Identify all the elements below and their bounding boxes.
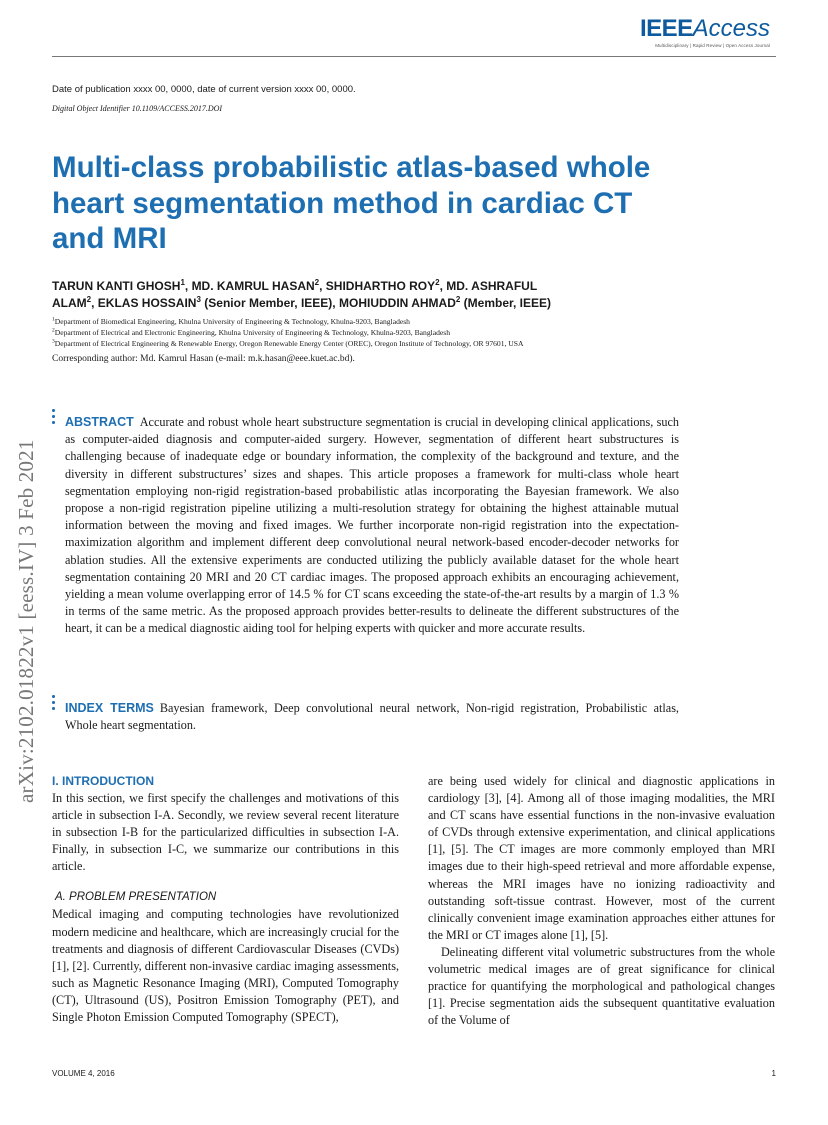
author-separator: (Member, IEEE) (460, 295, 552, 310)
footer-volume: VOLUME 4, 2016 (52, 1069, 115, 1078)
author-line-1 (52, 278, 702, 295)
affiliation-number: 3 (52, 338, 55, 345)
author-name: MOHIUDDIN AHMAD (338, 295, 456, 310)
author-affiliation-marker: 2 (435, 278, 440, 287)
affiliation-line (52, 338, 752, 349)
author-name: EKLAS HOSSAIN (97, 295, 197, 310)
problem-paragraph-2: are being used widely for clinical and diagnostic applications in cardiology [3], [4]. Among all of those imaging modalities, the MRI and CT scans have essential functions in the non-invasive evaluation of CVDs through extensive experimentation, and clinical applications [1], [5]. The CT images are more commonly employed than MRI images due to their high-speed retrieval and more affordable expense, whereas the MRI images have no ionizing radioactivity and outstanding soft-tissue contrast. However, most of the current clinically convenient image examination approaches either attunes for the MRI or CT images alone [1], [5]. (428, 774, 775, 942)
author-separator: , (319, 279, 326, 293)
index-terms-label: INDEX TERMS (65, 701, 154, 715)
index-terms-text: Bayesian framework, Deep convolutional neural network, Non-rigid registration, Probabilistic atlas, Whole heart segmentation. (65, 701, 679, 733)
author-list (52, 278, 702, 311)
journal-logo (640, 16, 770, 48)
intro-paragraph: In this section, we first specify the challenges and motivations of this article in subsection I-A. Secondly, we review several recent literature in subsection I-B for the particularized difficulties in subsection I-A. Finally, in subsection I-C, we summarize our contributions in this article. (52, 791, 399, 874)
right-column (428, 773, 775, 1029)
problem-paragraph-1: Medical imaging and computing technologies have revolutionized modern medicine and healthcare, which are increasingly crucial for the treatments and diagnosis of different Cardiovascular Diseases (CVDs) [1], [2]. Currently, different non-invasive cardiac imaging assessments, such as Magnetic Resonance Imaging (MRI), Computed Tomography (CT), Ultrasound (US), Positron Emission Tomography (PET), and Single Photon Emission Computed Tomography (SPECT), (52, 907, 399, 1025)
affiliation-line (52, 327, 752, 338)
author-name: TARUN KANTI GHOSH (52, 279, 181, 293)
author-separator: , (439, 279, 447, 293)
author-name: MD. ASHRAFUL (446, 279, 538, 293)
author-affiliation-marker: 1 (180, 278, 185, 287)
author-affiliation-marker: 2 (455, 294, 461, 304)
page-number: 1 (771, 1069, 776, 1078)
author-affiliation-marker: 2 (314, 278, 320, 287)
header-rule (52, 56, 776, 57)
affiliation-text: Department of Electrical Engineering & Renewable Energy, Oregon Renewable Energy Center (OREC), Oregon Institute of Technology, OR 97601, USA (54, 339, 524, 348)
author-name: SHIDHARTHO ROY (325, 279, 436, 293)
author-separator: (Senior Member, IEEE), (200, 295, 339, 310)
abstract-dots (52, 409, 56, 428)
journal-logo-wordmark: IEEEAccess (639, 15, 770, 42)
author-name: ALAM (52, 295, 87, 310)
affiliations (52, 316, 752, 349)
arxiv-stamp: arXiv:2102.01822v1 [eess.IV] 3 Feb 2021 (14, 439, 38, 803)
corresponding-author: Corresponding author: Md. Kamrul Hasan (e-mail: m.k.hasan@eee.kuet.ac.bd). (52, 354, 355, 364)
paper-title: Multi-class probabilistic atlas-based whole heart segmentation method in cardiac CT and MRI (52, 151, 651, 255)
abstract-text: Accurate and robust whole heart substructure segmentation is crucial in developing clinical applications, such as computer-aided diagnosis and computer-aided surgery. However, segmentation of different heart substructures is challenging because of inadequate edge or boundary information, the complexity of the background and texture, and the diversity in different substructures’ sizes and shapes. This article proposes a framework for multi-class whole heart segmentation employing non-rigid registration-based probabilistic atlas incorporating the Bayesian framework. We also propose a non-rigid registration pipeline utilizing a multi-resolution strategy for obtaining the highest attainable mutual information between the moving and fixed images. We further incorporate non-rigid registration into the expectation-maximization algorithm and implement different deep convolutional neural network-based encoder-decoder networks for ablation studies. All the extensive experiments are conducted utilizing the publicly available dataset for the whole heart segmentation containing 20 MRI and 20 CT cardiac images. The proposed approach exhibits an encouraging achievement, yielding a mean volume overlapping error of 14.5 % for CT scans exceeding the state-of-the-art results by a margin of 1.3 % in terms of the same metric. As the proposed approach provides better-results to delineate the different substructures of the heart, it can be a medical diagnostic aiding tool for helping experts with quicker and more accurate results. (65, 415, 679, 636)
author-affiliation-marker: 2 (86, 294, 92, 304)
left-column (52, 773, 399, 1026)
author-line-2 (52, 295, 702, 312)
journal-tagline: Multidisciplinary | Rapid Review | Open Access Journal (655, 43, 770, 48)
affiliation-number: 1 (52, 316, 55, 323)
author-separator: , (184, 279, 192, 293)
affiliation-number: 2 (52, 327, 55, 334)
abstract-label: ABSTRACT (65, 415, 134, 429)
index-terms (65, 700, 679, 734)
publication-date: Date of publication xxxx 00, 0000, date of current version xxxx 00, 0000. (52, 84, 356, 95)
problem-paragraph-3: Delineating different vital volumetric substructures from the whole volumetric medical images are of great significance for clinical practice for quantifying the morphological and pathological changes [1]. Precise segmentation aids the subsequent quantitative evaluation of the Volume of (428, 944, 775, 1028)
author-separator: , (91, 295, 98, 310)
section-heading-introduction: I. INTRODUCTION (52, 774, 154, 788)
affiliation-text: Department of Biomedical Engineering, Khulna University of Engineering & Technology, Khulna-9203, Bangladesh (54, 317, 410, 326)
subsection-heading-problem: A. PROBLEM PRESENTATION (55, 891, 217, 904)
abstract (65, 414, 679, 638)
affiliation-line (52, 316, 752, 327)
doi-line: Digital Object Identifier 10.1109/ACCESS.2017.DOI (52, 104, 223, 113)
author-name: MD. KAMRUL HASAN (191, 279, 315, 293)
index-terms-dots (52, 695, 56, 714)
affiliation-text: Department of Electrical and Electronic Engineering, Khulna University of Engineering & Technology, Khulna-9203, Bangladesh (54, 328, 451, 337)
author-affiliation-marker: 3 (196, 294, 201, 304)
